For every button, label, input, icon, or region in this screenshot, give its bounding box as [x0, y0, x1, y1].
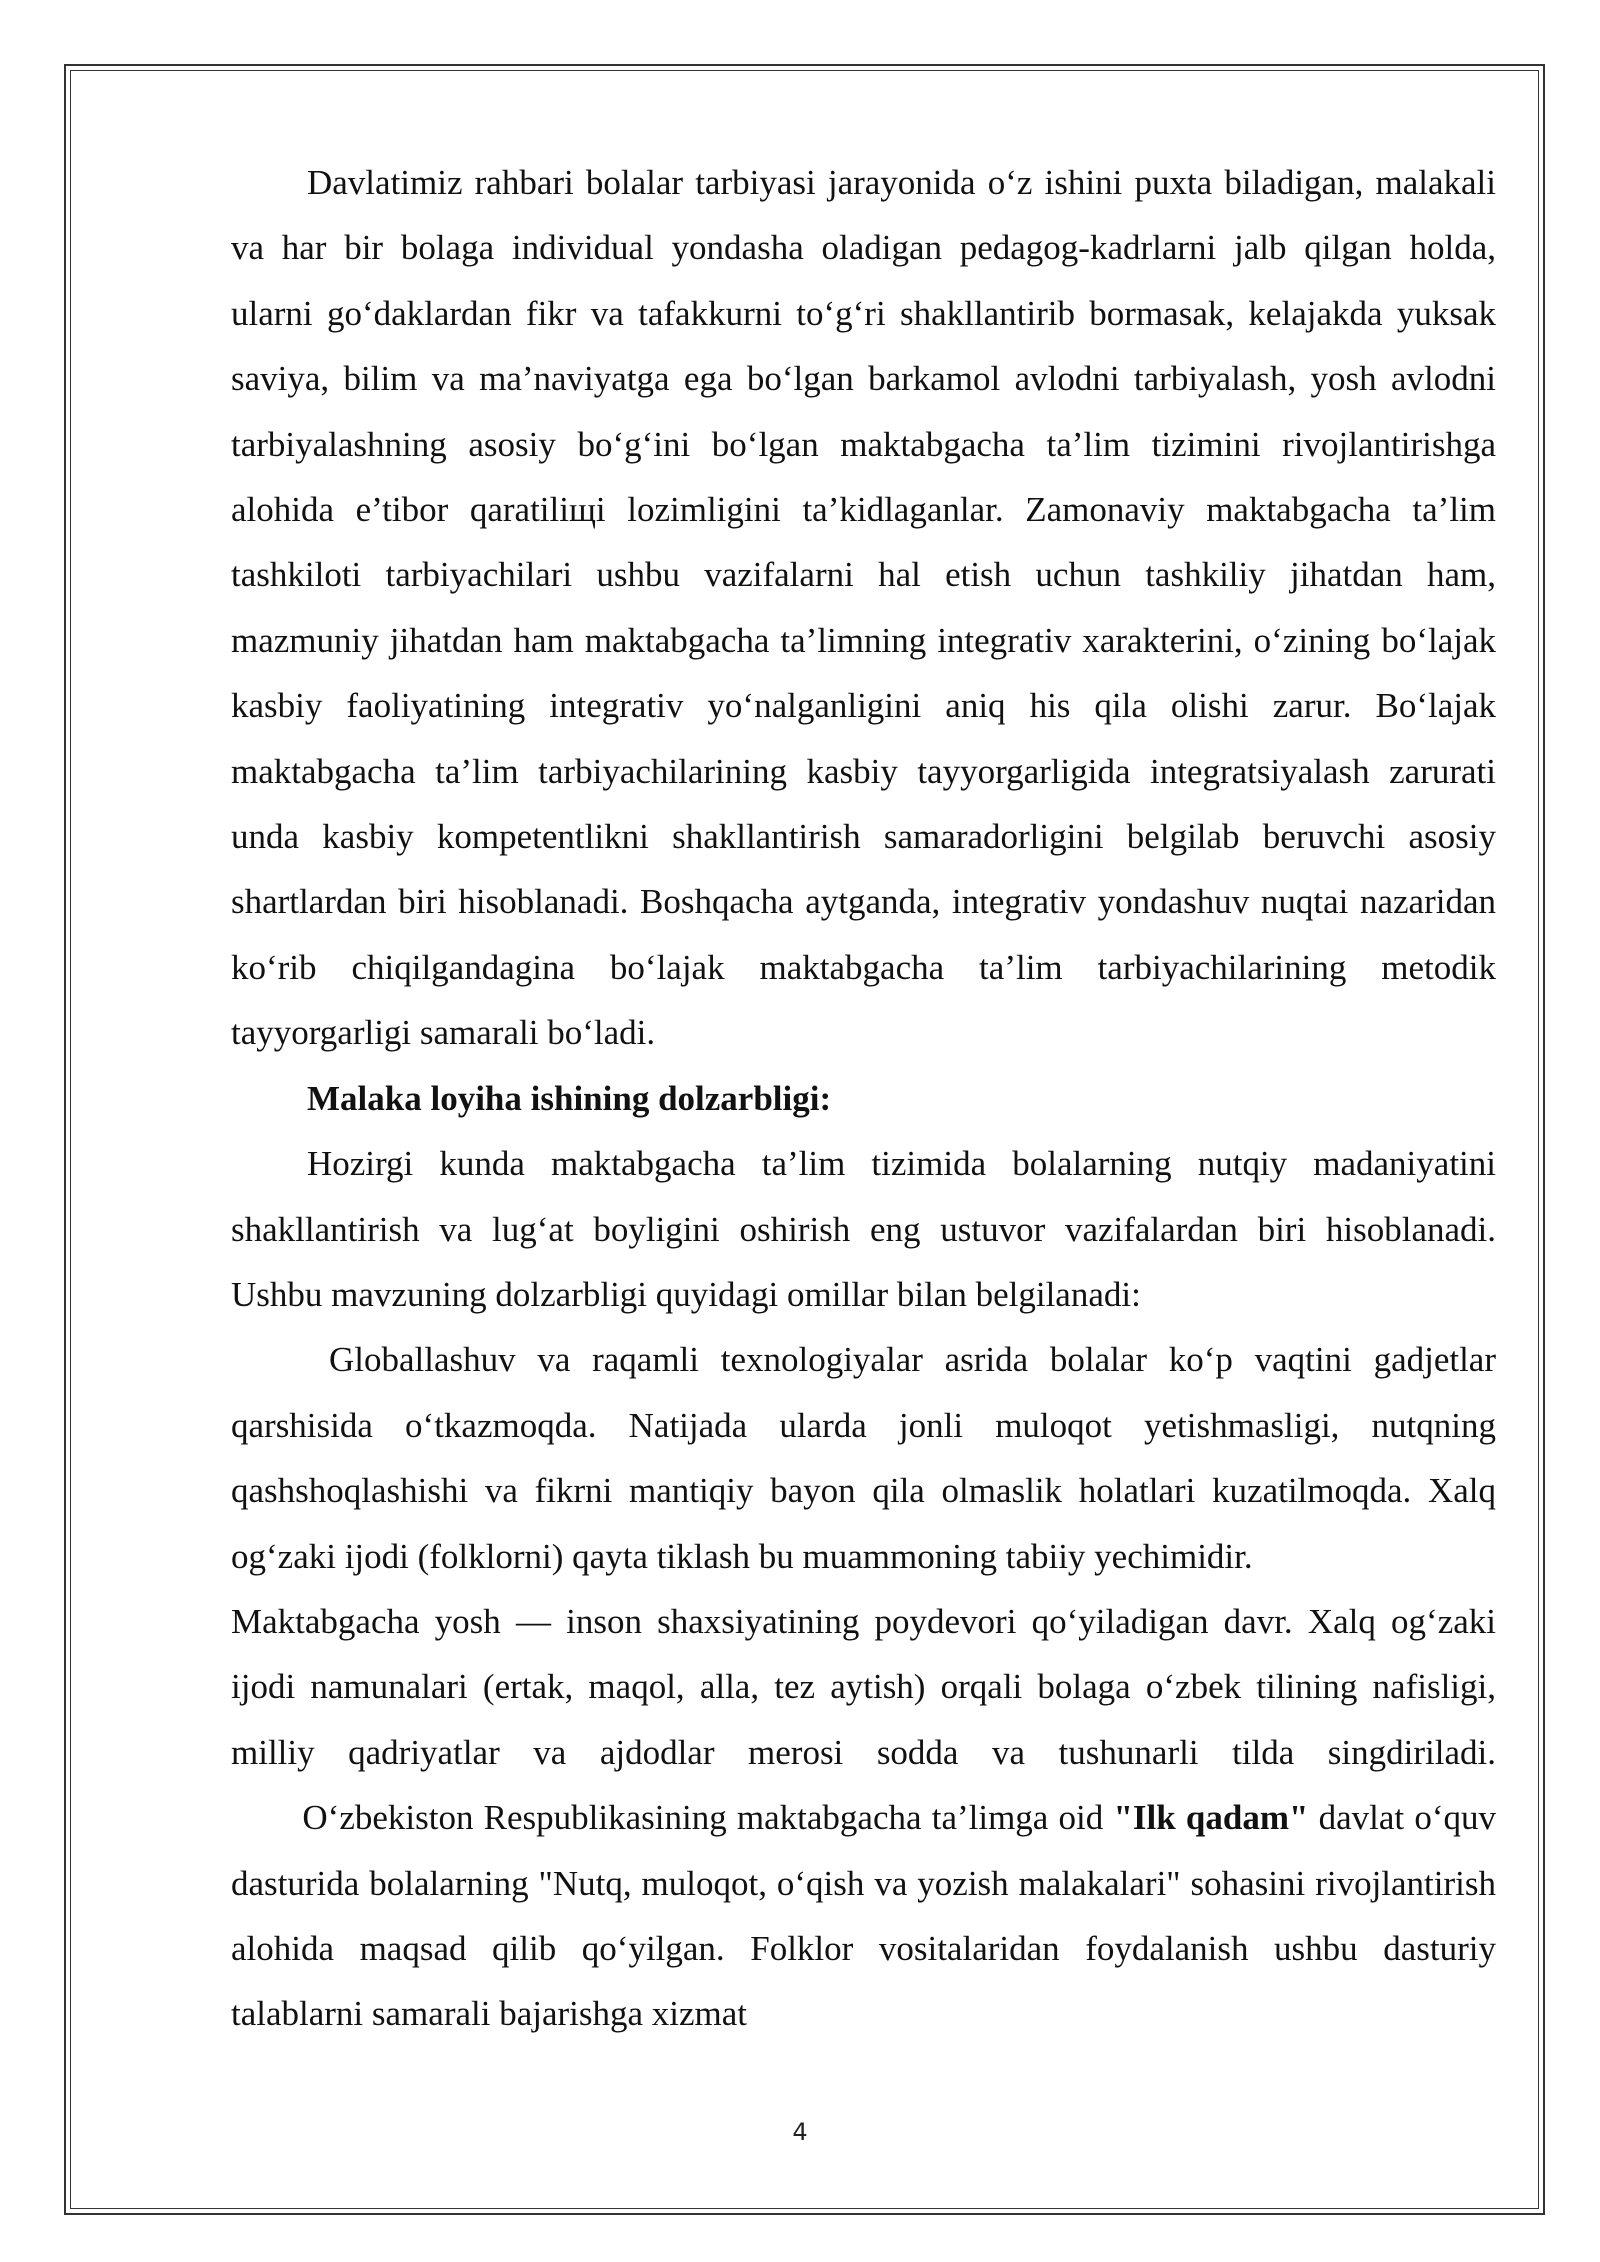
paragraph-program-continuation: davlat o‘quv dasturida bolalarning "Nutq, muloqot, o‘qish va yozish malakalari" sohasini rivojlantirish alohida maqsad qilib qo‘yilgan. Folklor vositalaridan foydalanish ushbu dasturiy talablarni samarali bajarishga xizmat: [231, 1798, 1497, 2034]
document-body: [231, 150, 1496, 2047]
paragraph-gap: [231, 1798, 302, 1837]
paragraph-program-text: O‘zbekiston Respublikasining maktabgacha ta’limga oid: [302, 1798, 1114, 1838]
page-number: 4: [792, 2118, 808, 2146]
paragraph-preschool-age: [231, 1589, 1496, 2047]
paragraph-intro: Davlatimiz rahbari bolalar tarbiyasi jarayonida o‘z ishini puxta biladigan, malakali va har bir bolaga individual yondasha oladigan pedagog-kadrlarni jalb qilgan holda, ularni go‘daklardan fikr va tafakkurni to‘g‘ri shakllantirib bormasak, kelajakda yuksak saviya, bilim va ma’naviyatga ega bo‘lgan barkamol avlodni tarbiyalash, yosh avlodni tarbiyalashning asosiy bo‘g‘ini bo‘lgan maktabgacha ta’lim tizimini rivojlantirishga alohida e’tibor qaratiliщi lozimligini ta’kidlaganlar. Zamonaviy maktabgacha ta’lim tashkiloti tarbiyachilari ushbu vazifalarni hal etish uchun tashkiliy jihatdan ham, mazmuniy jihatdan ham maktabgacha ta’limning integrativ xarakterini, o‘zining bo‘lajak kasbiy faoliyatining integrativ yo‘nalganligini aniq his qila olishi zarur. Bo‘lajak maktabgacha ta’lim tarbiyachilarining kasbiy tayyorgarligida integratsiyalash zarurati unda kasbiy kompetentlikni shakllantirish samaradorligini belgilab beruvchi asosiy shartlardan biri hisoblanadi. Boshqacha aytganda, integrativ yondashuv nuqtai nazaridan ko‘rib chiqilgandagina bo‘lajak maktabgacha ta’lim tarbiyachilarining metodik tayyorgarligi samarali bo‘ladi.: [231, 163, 1496, 1053]
section-heading: Malaka loyiha ishining dolzarbligi:: [307, 1078, 832, 1118]
paragraph-relevance: Hozirgi kunda maktabgacha ta’lim tizimida bolalarning nutqiy madaniyatini shakllantirish va lug‘at boyligini oshirish eng ustuvor vazifalardan biri hisoblanadi. Ushbu mavzuning dolzarbligi quyidagi omillar bilan belgilanadi:: [231, 1144, 1496, 1314]
paragraph-globalization: Globallashuv va raqamli texnologiyalar asrida bolalar ko‘p vaqtini gadjetlar qarshisida o‘tkazmoqda. Natijada ularda jonli muloqot yetishmasligi, nutqning qashshoqlashishi va fikrni mantiqiy bayon qila olmaslik holatlari kuzatilmoqda. Xalq og‘zaki ijodi (folklorni) qayta tiklash bu muammoning tabiiy yechimidir.: [231, 1340, 1496, 1576]
paragraph-preschool-age-text: Maktabgacha yosh — inson shaxsiyatining poydevori qo‘yiladigan davr. Xalq og‘zaki ijodi namunalari (ertak, maqol, alla, tez aytish) orqali bolaga o‘zbek tilining nafisligi, milliy qadriyatlar va ajdodlar merosi sodda va tushunarli tilda singdiriladi.: [231, 1601, 1496, 1772]
program-name-bold: "Ilk qadam": [1113, 1798, 1309, 1838]
